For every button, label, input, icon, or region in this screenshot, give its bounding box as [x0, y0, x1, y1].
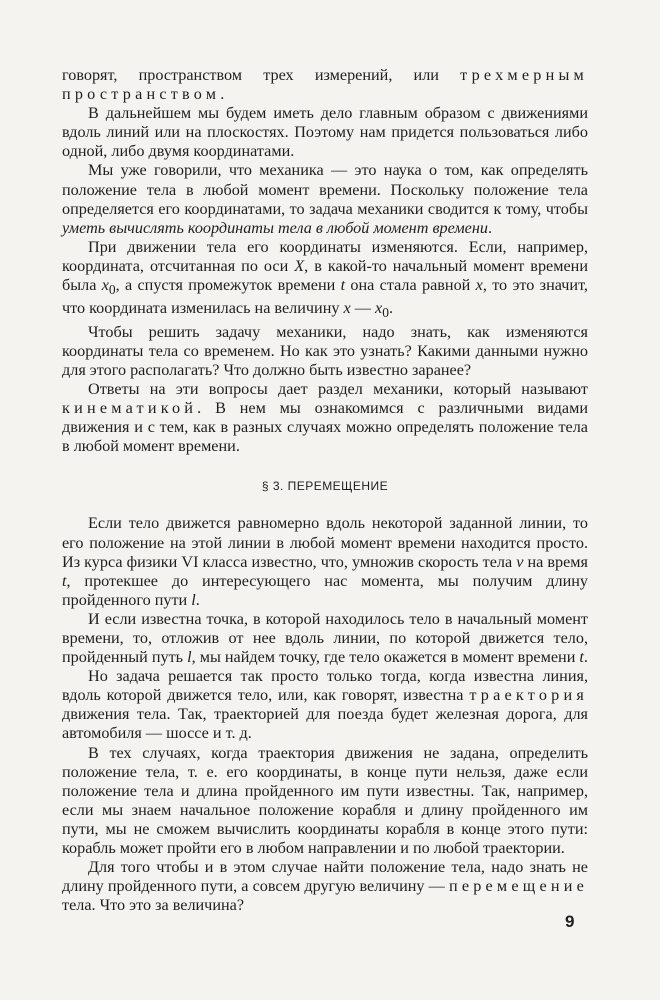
- italic-text: X: [294, 256, 305, 275]
- text-run: , в какой-то начальный момент времени была: [62, 256, 588, 295]
- text-run: Ответы на эти вопросы дает раздел механики, который называют: [88, 379, 588, 398]
- paragraph: [62, 104, 588, 161]
- paragraph: [62, 858, 588, 915]
- text-run: Мы уже говорили, что механика — это наука о том, как определять положение тела в любой момент времени. Поскольку положение тела определяется его координатами, то задача механики сводится к тому, чтобы: [62, 161, 588, 218]
- spaced-emphasis: перемещение: [448, 877, 588, 896]
- text-run: Но задача решается так просто только тогда, когда известна линия, вдоль которой движется тело, или, как говорят, известна: [62, 667, 588, 705]
- italic-text: l: [187, 648, 192, 667]
- text-run: Если тело движется равномерно вдоль некоторой заданной линии, то его положение на этой линии в любой момент времени находится просто. Из курса физики VI класса известно, что, умножив скорость тела: [62, 514, 588, 571]
- text-run: на время: [523, 552, 588, 571]
- text-run: , а спустя промежуток времени: [115, 276, 341, 295]
- subscript: 0: [382, 305, 389, 321]
- spaced-emphasis: траектория: [469, 686, 588, 705]
- subscript: 0: [108, 282, 116, 298]
- paragraph: [62, 744, 588, 859]
- text-run: говорят, пространством трех измерений, или: [62, 66, 461, 84]
- paragraph: [62, 667, 588, 743]
- italic-text: t: [62, 571, 67, 590]
- text-run: .: [488, 218, 493, 237]
- italic-text: l: [191, 590, 196, 609]
- paragraph: [62, 610, 588, 667]
- paragraph: [62, 380, 588, 456]
- italic-text: x: [343, 299, 351, 318]
- italic-text: t: [340, 276, 346, 295]
- text-run: , протекшее до интересующего нас момента, мы получим длину пройденного пути: [62, 571, 588, 609]
- text-run: .: [220, 85, 225, 104]
- paragraph: [62, 66, 588, 104]
- text-run: тела. Что это за величина?: [62, 896, 245, 915]
- text-run: .: [583, 648, 588, 667]
- italic-text: уметь вычислять координаты тела в любой момент времени: [62, 218, 488, 237]
- italic-text: v: [516, 552, 524, 571]
- text-run: , то это значит, что координата изменилась на величину: [62, 276, 588, 318]
- spaced-emphasis: трехмерным пространством: [62, 66, 588, 104]
- intro-text: [62, 66, 588, 456]
- text-run: . В нем мы ознакомимся с различными видами движения и с тем, как в разных случаях можно определять положение тела в любой момент времени.: [62, 399, 588, 456]
- text-run: Для того чтобы и в этом случае найти положение тела, надо знать не длину пройденного пути, а совсем другую величину —: [62, 858, 588, 896]
- section-heading: § 3. ПЕРЕМЕЩЕНИЕ: [261, 479, 389, 494]
- text-run: Чтобы решить задачу механики, надо знать, как изменяются координаты тела со временем. Но как это узнать? Какими данными нужно для этого располагать? Что должно быть известно заранее?: [62, 322, 588, 379]
- text-run: , мы найдем точку, где тело окажется в момент времени: [191, 648, 580, 667]
- italic-text: x: [375, 299, 383, 318]
- text-run: В дальнейшем мы будем иметь дело главным образом с движениями вдоль линий или на плоскостях. Поэтому нам придется пользоваться либо одной, либо двумя координатами.: [62, 104, 588, 161]
- page-body: [62, 66, 588, 915]
- text-run: —: [350, 299, 375, 318]
- spaced-emphasis: кинематикой: [62, 399, 198, 418]
- text-run: она стала равной: [345, 276, 476, 295]
- page-number: 9: [565, 912, 575, 931]
- text-run: .: [388, 299, 393, 318]
- italic-text: x: [475, 276, 483, 295]
- paragraph: [62, 323, 588, 380]
- paragraph: [62, 161, 588, 237]
- italic-text: t: [579, 648, 584, 667]
- section-text: [62, 514, 588, 915]
- text-run: движения тела. Так, траекторией для поезда будет железная дорога, для автомобиля — шоссе и т. д.: [62, 705, 588, 743]
- text-run: В тех случаях, когда траектория движения не задана, определить положение тела, т. е. его координаты, в конце пути нельзя, даже если положение тела и длина пройденного им пути известны. Так, например, если мы знаем начальное положение корабля и длину пройденного им пути, мы не сможем вычислить координаты корабля в конце этого пути: корабль может пройти его в любом направлении и по любой траектории.: [62, 743, 588, 858]
- text-run: .: [195, 590, 200, 609]
- text-run: При движении тела его координаты изменяются. Если, например, координата, отсчитанная по оси: [62, 237, 588, 275]
- paragraph: [62, 238, 588, 323]
- text-run: И если известна точка, в которой находилось тело в начальный момент времени, то, отложив от нее вдоль линии, по которой движется тело, пройденный путь: [62, 609, 588, 667]
- paragraph: [62, 514, 588, 609]
- italic-text: x: [101, 276, 109, 295]
